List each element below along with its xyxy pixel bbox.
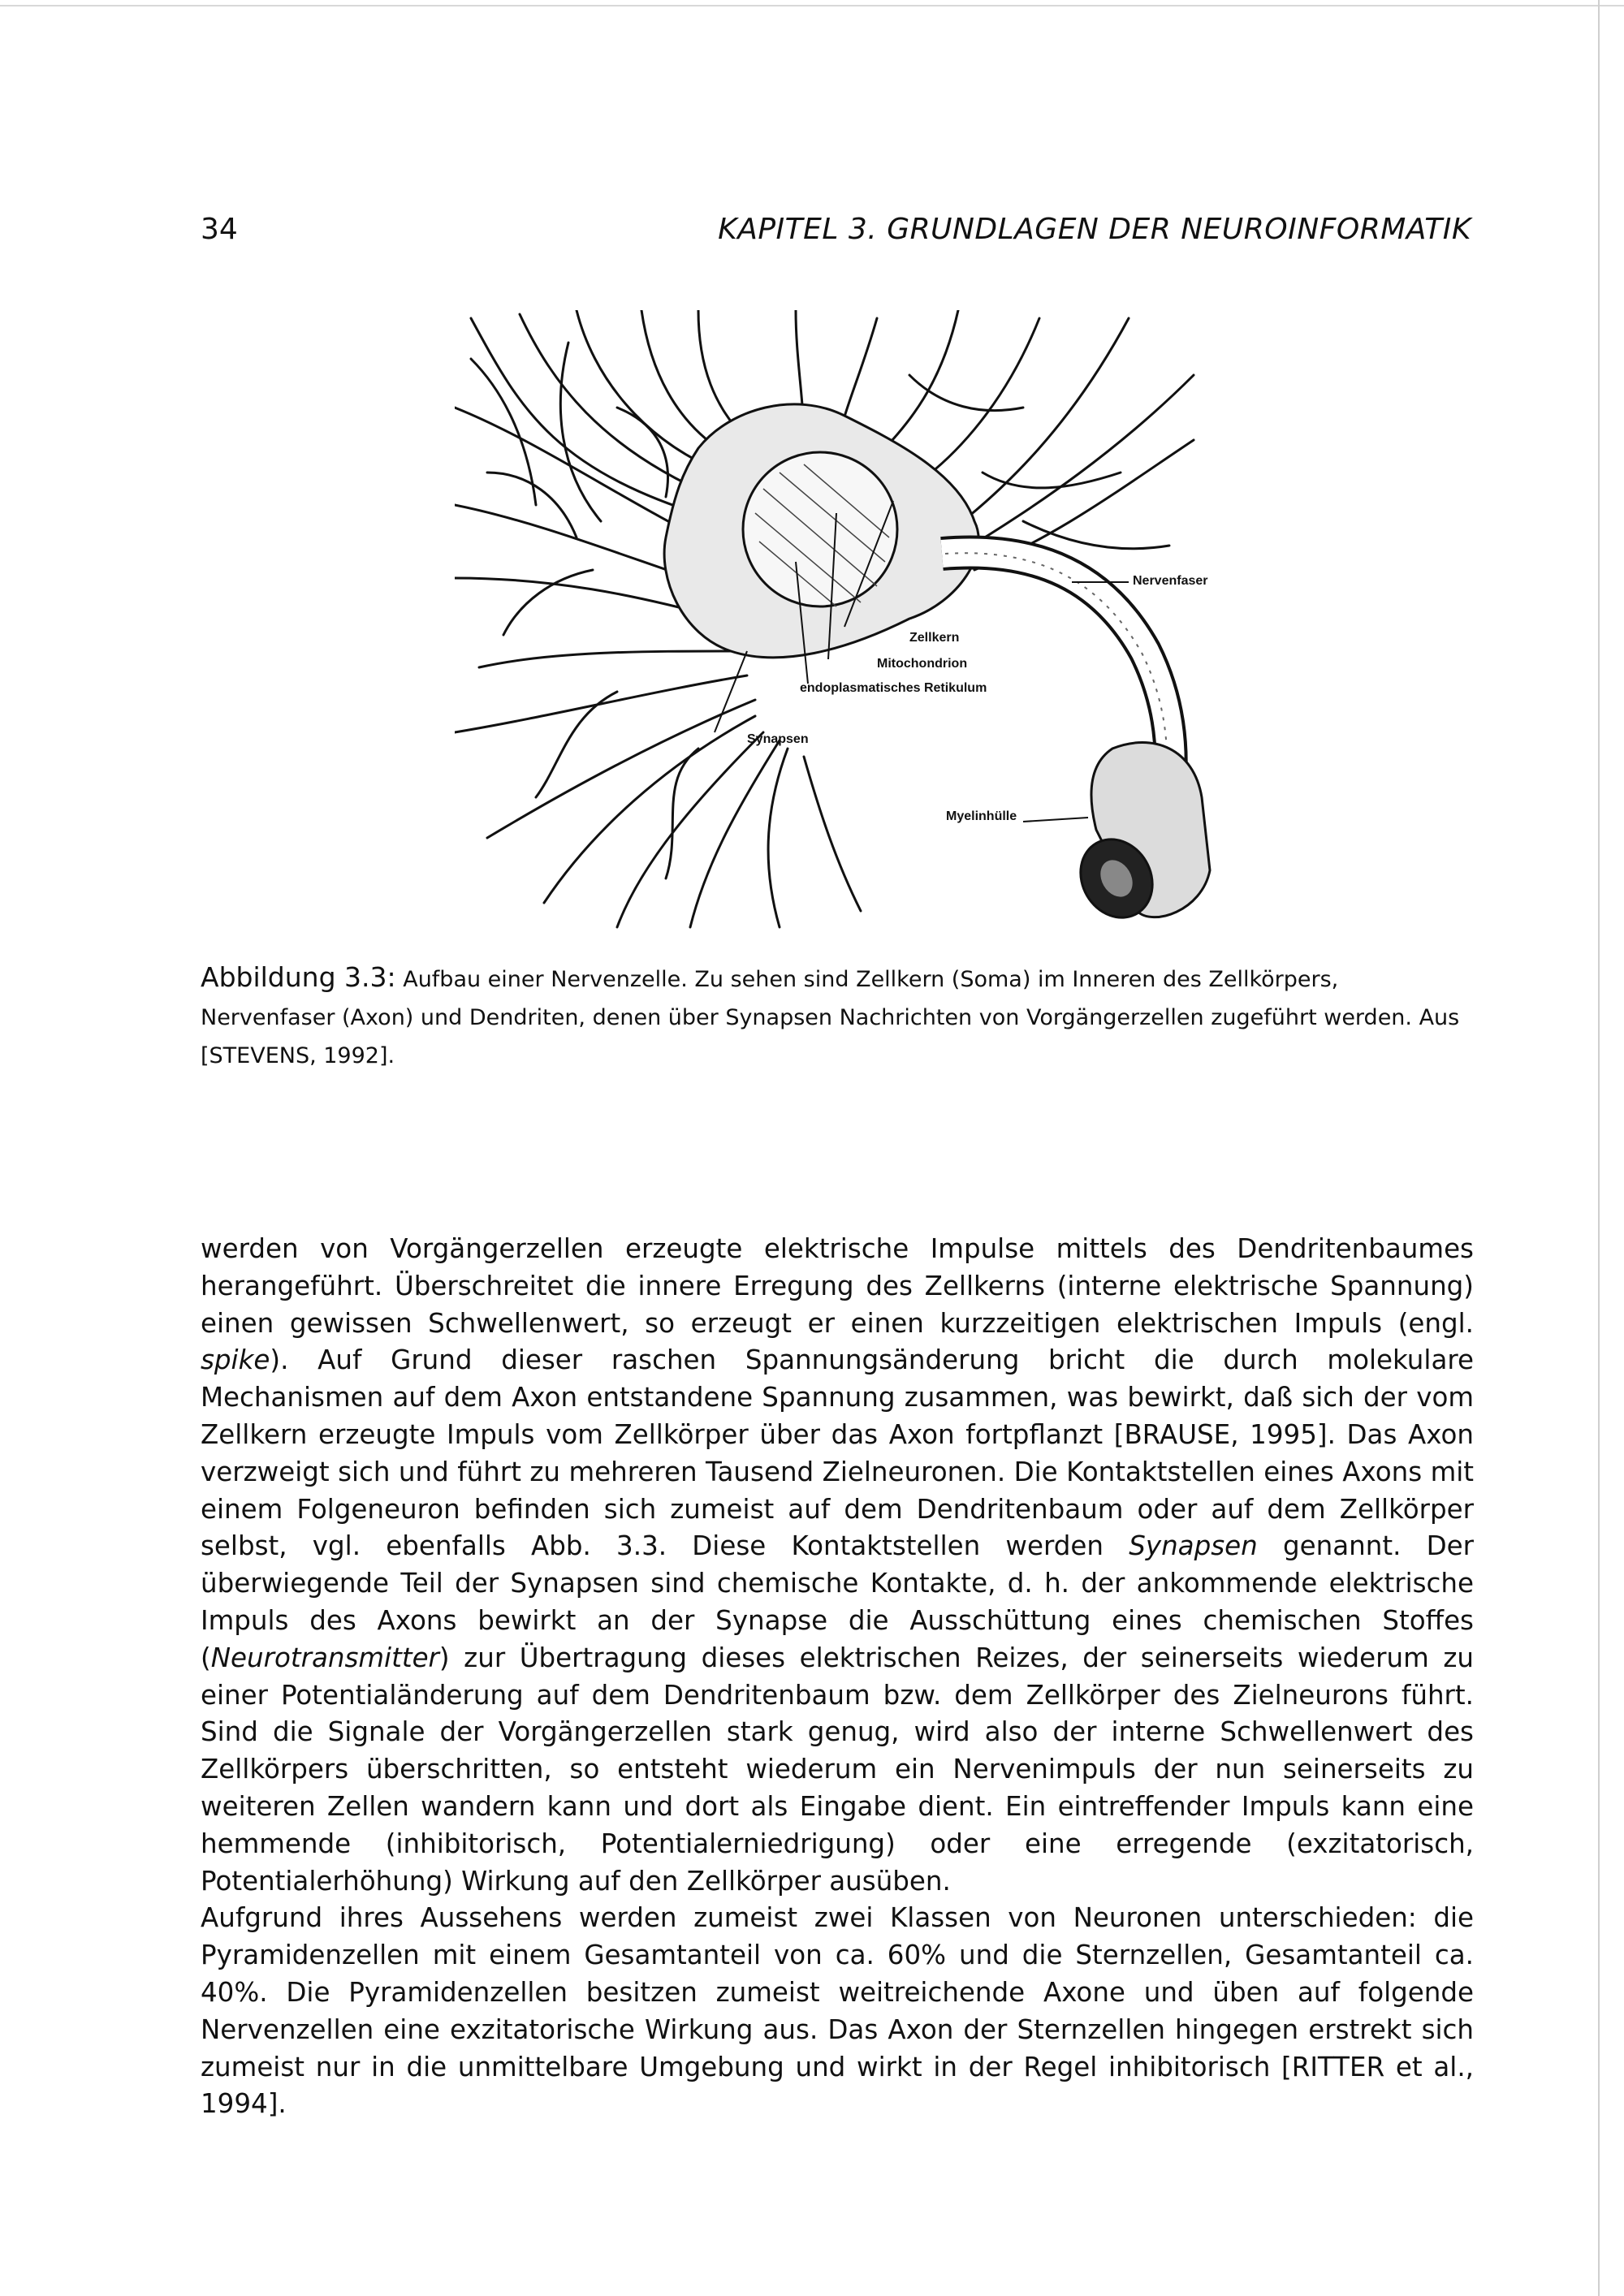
p1-part-d: ) zur Übertragung dieses elektrischen Reizes, der seinerseits wiederum zu einer Potentialänderung auf dem Dendritenbaum bzw. dem Zellkörper des Zielneurons führt. Sind die Signale der Vorgängerzellen stark genug, wird also der interne Schwellenwert des Zellkörpers überschritten, so entsteht wiederum ein Nervenimpuls der nun seinerseits zu weiteren Zellen wandern kann und dort als Eingabe dient. Ein eintreffender Impuls kann eine hemmende (inhibitorisch, Potentialerniedrigung) oder eine erregende (exzitatorisch, Potentialerhöhung) Wirkung auf den Zellkörper ausüben. — [201, 1642, 1474, 1897]
label-synapsen: Synapsen — [747, 732, 809, 746]
label-mitochondrion: Mitochondrion — [877, 657, 968, 671]
scan-border-top — [0, 5, 1624, 6]
neuron-illustration — [455, 310, 1234, 939]
term-spike: spike — [201, 1344, 270, 1376]
label-nervenfaser: Nervenfaser — [1133, 574, 1208, 588]
caption-label: Abbildung 3.3: — [201, 961, 396, 993]
body-text — [201, 1231, 1474, 2123]
figure-caption — [201, 958, 1471, 1075]
label-zellkern: Zellkern — [909, 631, 960, 645]
running-head: KAPITEL 3. GRUNDLAGEN DER NEUROINFORMATIK — [718, 213, 1471, 246]
paragraph-2: Aufgrund ihres Aussehens werden zumeist zwei Klassen von Neuronen unterschieden: die Pyramidenzellen mit einem Gesamtanteil von ca. 60% und die Sternzellen, Gesamtanteil ca. 40%. Die Pyramidenzellen besitzen zumeist weitreichende Axone und üben auf folgende Nervenzellen eine exzitatorische Wirkung aus. Das Axon der Sternzellen hingegen erstrekt sich zumeist nur in die unmittelbare Umgebung und wirkt in der Regel inhibitorisch [RITTER et al., 1994]. — [201, 1902, 1474, 2120]
page-number: 34 — [201, 213, 238, 246]
neuron-figure — [455, 310, 1234, 939]
label-myelin: Myelinhülle — [946, 809, 1017, 823]
term-neurotransmitter: Neurotransmitter — [210, 1642, 439, 1673]
p1-part-a: werden von Vorgängerzellen erzeugte elektrische Impulse mittels des Dendritenbaumes herangeführt. Überschreitet die innere Erregung des Zellkerns (interne elektrische Spannung) einen gewissen Schwellenwert, so erzeugt er einen kurzzeitigen elektrischen Impuls (engl. — [201, 1233, 1474, 1339]
scan-border-right — [1598, 0, 1600, 2296]
term-synapsen: Synapsen — [1129, 1530, 1258, 1562]
p1-part-c: genannt. Der überwiegende Teil der Synapsen sind chemische Kontakte, d. h. der ankommende elektrische Impuls des Axons bewirkt an der Synapse die Ausschüttung eines chemischen Stoffes ( — [201, 1530, 1474, 1673]
paragraph-1 — [201, 1231, 1474, 1900]
caption-text: Aufbau einer Nervenzelle. Zu sehen sind Zellkern (Soma) im Inneren des Zellkörpers, Nervenfaser (Axon) und Dendriten, denen über Synapsen Nachrichten von Vorgängerzellen zugeführt werden. Aus [STEVENS, 1992]. — [201, 967, 1460, 1068]
label-er: endoplasmatisches Retikulum — [800, 681, 987, 695]
p1-part-b: ). Auf Grund dieser raschen Spannungsänderung bricht die durch molekulare Mechanismen auf dem Axon entstandene Spannung zusammen, was bewirkt, daß sich der vom Zellkern erzeugte Impuls vom Zellkörper über das Axon fortpflanzt [BRAUSE, 1995]. Das Axon verzweigt sich und führt zu mehreren Tausend Zielneuronen. Die Kontaktstellen eines Axons mit einem Folgeneuron befinden sich zumeist auf dem Dendritenbaum oder auf dem Zellkörper selbst, vgl. ebenfalls Abb. 3.3. Diese Kontaktstellen werden — [201, 1344, 1474, 1562]
